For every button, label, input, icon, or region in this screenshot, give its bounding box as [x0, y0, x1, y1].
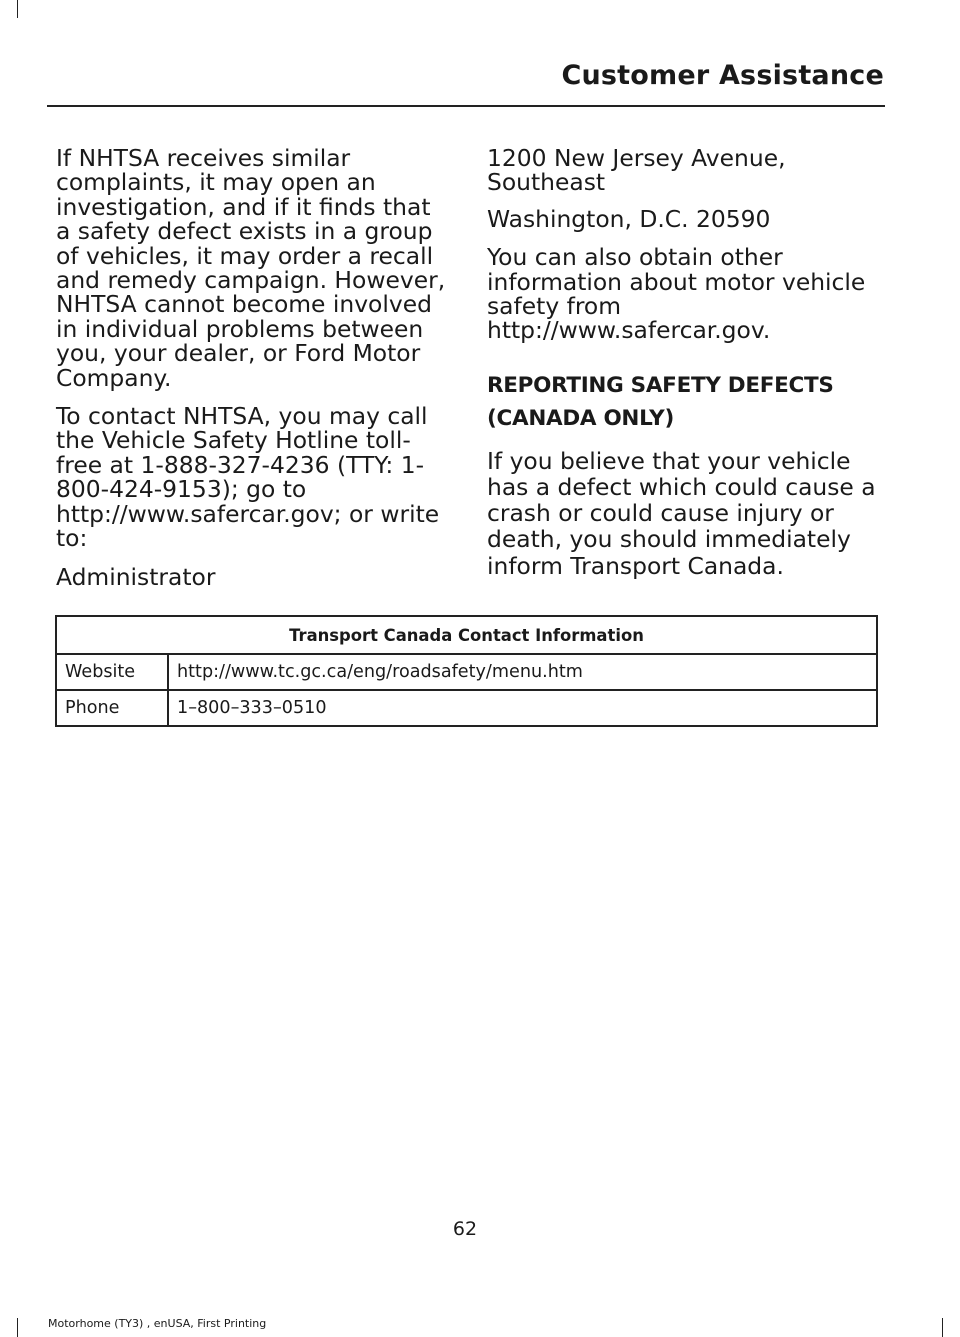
edition-footer: Motorhome (TY3) , enUSA, First Printing — [48, 1317, 267, 1330]
paragraph-administrator: Administrator — [56, 562, 216, 591]
address-street: 1200 New Jersey Avenue, Southeast — [487, 144, 786, 197]
crop-mark-top-left — [17, 0, 18, 18]
right-column — [487, 146, 879, 593]
page-title: Customer Assistance — [561, 60, 884, 91]
table-row — [56, 690, 877, 726]
phone-number: 1–800–333–0510 — [168, 690, 877, 726]
left-column — [56, 146, 448, 603]
crop-mark-bottom-left — [17, 1318, 18, 1337]
transport-canada-contact-table — [55, 615, 878, 727]
paragraph-safercar-info: You can also obtain other information about motor vehicle safety from http://www.safercar.gov. — [487, 243, 866, 345]
table-caption: Transport Canada Contact Information — [56, 616, 877, 654]
crop-mark-bottom-right — [942, 1318, 943, 1337]
section-heading-line-2: (CANADA ONLY) — [487, 405, 674, 431]
paragraph-nhtsa-investigation: If NHTSA receives similar complaints, it may open an investigation, and if it finds that a safety defect exists in a group of vehicles, it may order a recall and remedy campaign. However, NHTSA cannot become involved in individual problems between you, your dealer, or Ford Motor Company. — [56, 144, 446, 392]
address-city: Washington, D.C. 20590 — [487, 204, 771, 233]
paragraph-report-to-transport-canada: If you believe that your vehicle has a defect which could cause a crash or could cause injury or death, you should immediately inform Transport Canada. — [487, 446, 876, 580]
section-heading-line-1: REPORTING SAFETY DEFECTS — [487, 372, 834, 398]
section-heading-reporting-defects — [487, 371, 879, 434]
table-row — [56, 654, 877, 690]
header-divider — [47, 105, 885, 107]
website-url: http://www.tc.gc.ca/eng/roadsafety/menu.htm — [168, 654, 877, 690]
page-number: 62 — [452, 1218, 478, 1240]
paragraph-contact-nhtsa: To contact NHTSA, you may call the Vehicle Safety Hotline toll-free at 1-888-327-4236 (TTY: 1-800-424-9153); go to http://www.safercar.gov; or write to: — [56, 402, 440, 553]
table-row-label: Phone — [56, 690, 168, 726]
table-row-label: Website — [56, 654, 168, 690]
table-header-row — [56, 616, 877, 654]
